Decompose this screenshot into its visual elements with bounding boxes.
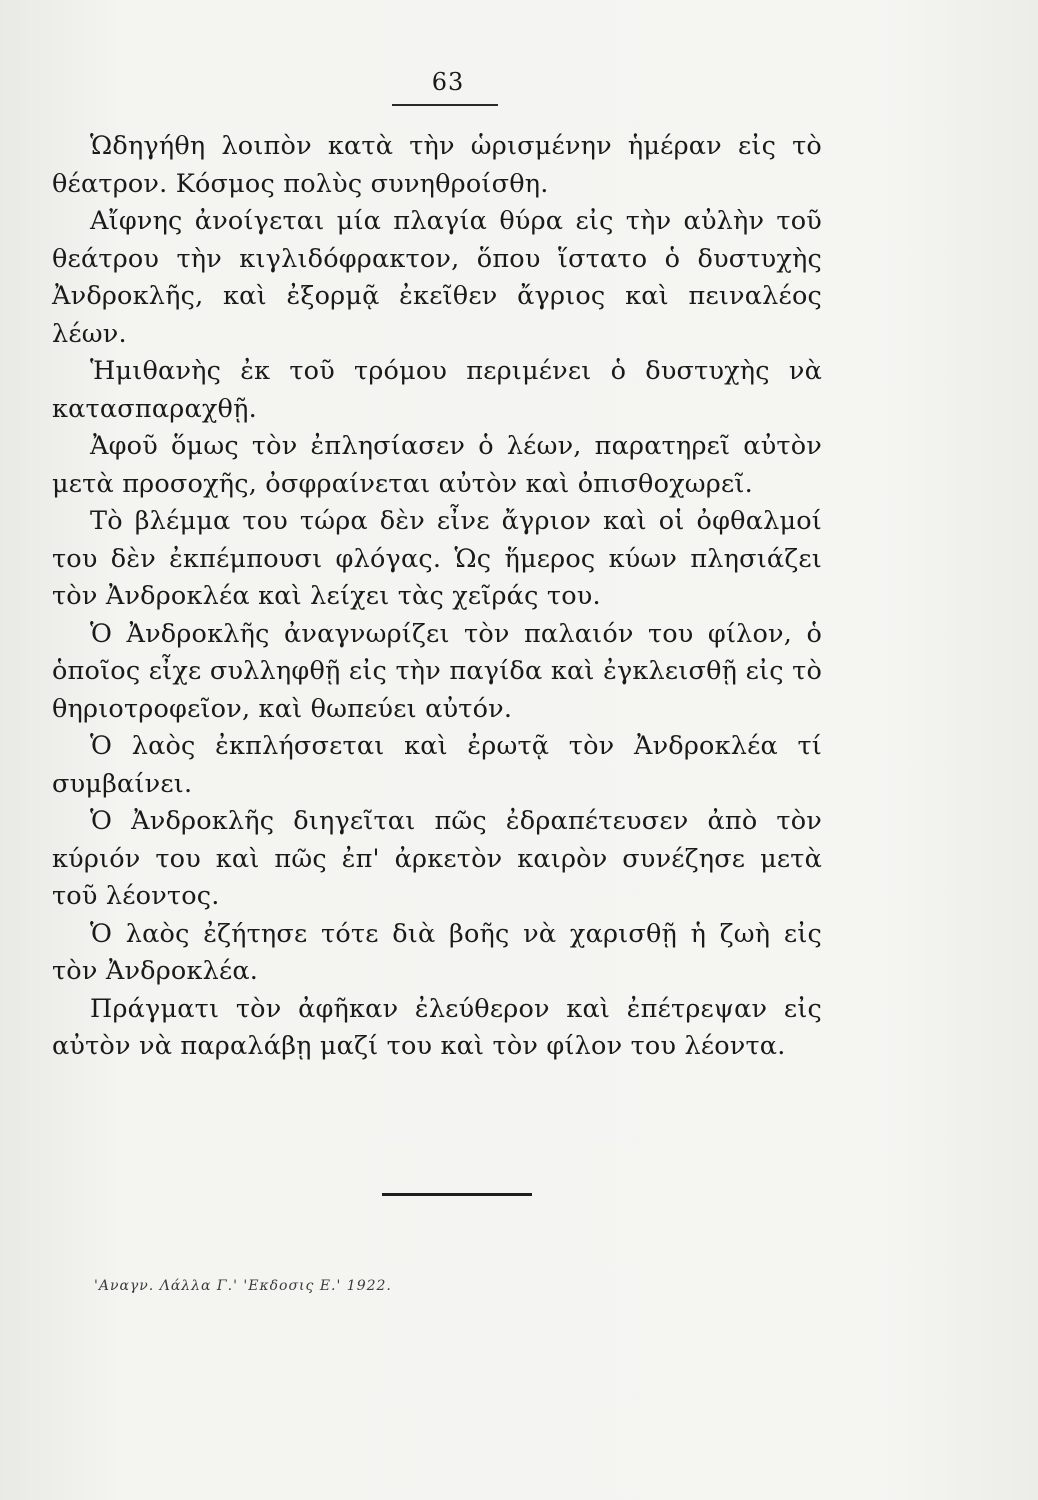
printer-footer: 'Αναγν. Λάλλα Γ.' 'Εκδοσις Ε.' 1922. [94,1278,392,1294]
paragraph: Πράγματι τὸν ἀφῆκαν ἐλεύθερον καὶ ἐπέτρεψαν εἰς αὐτὸν νὰ παραλάβῃ μαζί του καὶ τὸν φίλον του λέοντα. [52,993,822,1061]
page-number: 63 [431,68,465,96]
paragraph: Αἴφνης ἀνοίγεται μία πλαγία θύρα εἰς τὴν αὐλὴν τοῦ θεάτρου τὴν κιγλιδόφρακτον, ὅπου ἵστατο ὁ δυστυχὴς Ἀνδροκλῆς, καὶ ἐξορμᾷ ἐκεῖθεν ἄγριος καὶ πειναλέος λέων. [52,206,822,349]
paragraph: Ὁ λαὸς ἐκπλήσσεται καὶ ἐρωτᾷ τὸν Ἀνδροκλέα τί συμβαίνει. [52,731,822,799]
end-divider [382,1193,532,1196]
paragraph: Ἀφοῦ ὅμως τὸν ἐπλησίασεν ὁ λέων, παρατηρεῖ αὐτὸν μετὰ προσοχῆς, ὀσφραίνεται αὐτὸν καὶ ὀπισθοχωρεῖ. [52,431,822,499]
paragraph: Ὡδηγήθη λοιπὸν κατὰ τὴν ὡρισμένην ἡμέραν εἰς τὸ θέατρον. Κόσμος πολὺς συνηθροίσθη. [52,131,822,199]
paragraph: Ἡμιθανὴς ἐκ τοῦ τρόμου περιμένει ὁ δυστυχὴς νὰ κατασπαραχθῇ. [52,356,822,424]
page-number-divider [392,104,498,106]
paragraph: Ὁ λαὸς ἐζήτησε τότε διὰ βοῆς νὰ χαρισθῇ ἡ ζωὴ εἰς τὸν Ἀνδροκλέα. [52,918,822,986]
paragraph: Ὁ Ἀνδροκλῆς διηγεῖται πῶς ἐδραπέτευσεν ἀπὸ τὸν κύριόν του καὶ πῶς ἐπ' ἀρκετὸν καιρὸν συνέζησε μετὰ τοῦ λέοντος. [52,806,822,911]
body-text [52,128,822,1066]
paragraph: Ὁ Ἀνδροκλῆς ἀναγνωρίζει τὸν παλαιόν του φίλον, ὁ ὁποῖος εἶχε συλληφθῇ εἰς τὴν παγίδα καὶ ἐγκλεισθῇ εἰς τὸ θηριοτροφεῖον, καὶ θωπεύει αὐτόν. [52,618,822,724]
paragraph: Τὸ βλέμμα του τώρα δὲν εἶνε ἄγριον καὶ οἱ ὀφθαλμοί του δὲν ἐκπέμπουσι φλόγας. Ὡς ἥμερος κύων πλησιάζει τὸν Ἀνδροκλέα καὶ λείχει τὰς χεῖράς του. [52,506,822,611]
